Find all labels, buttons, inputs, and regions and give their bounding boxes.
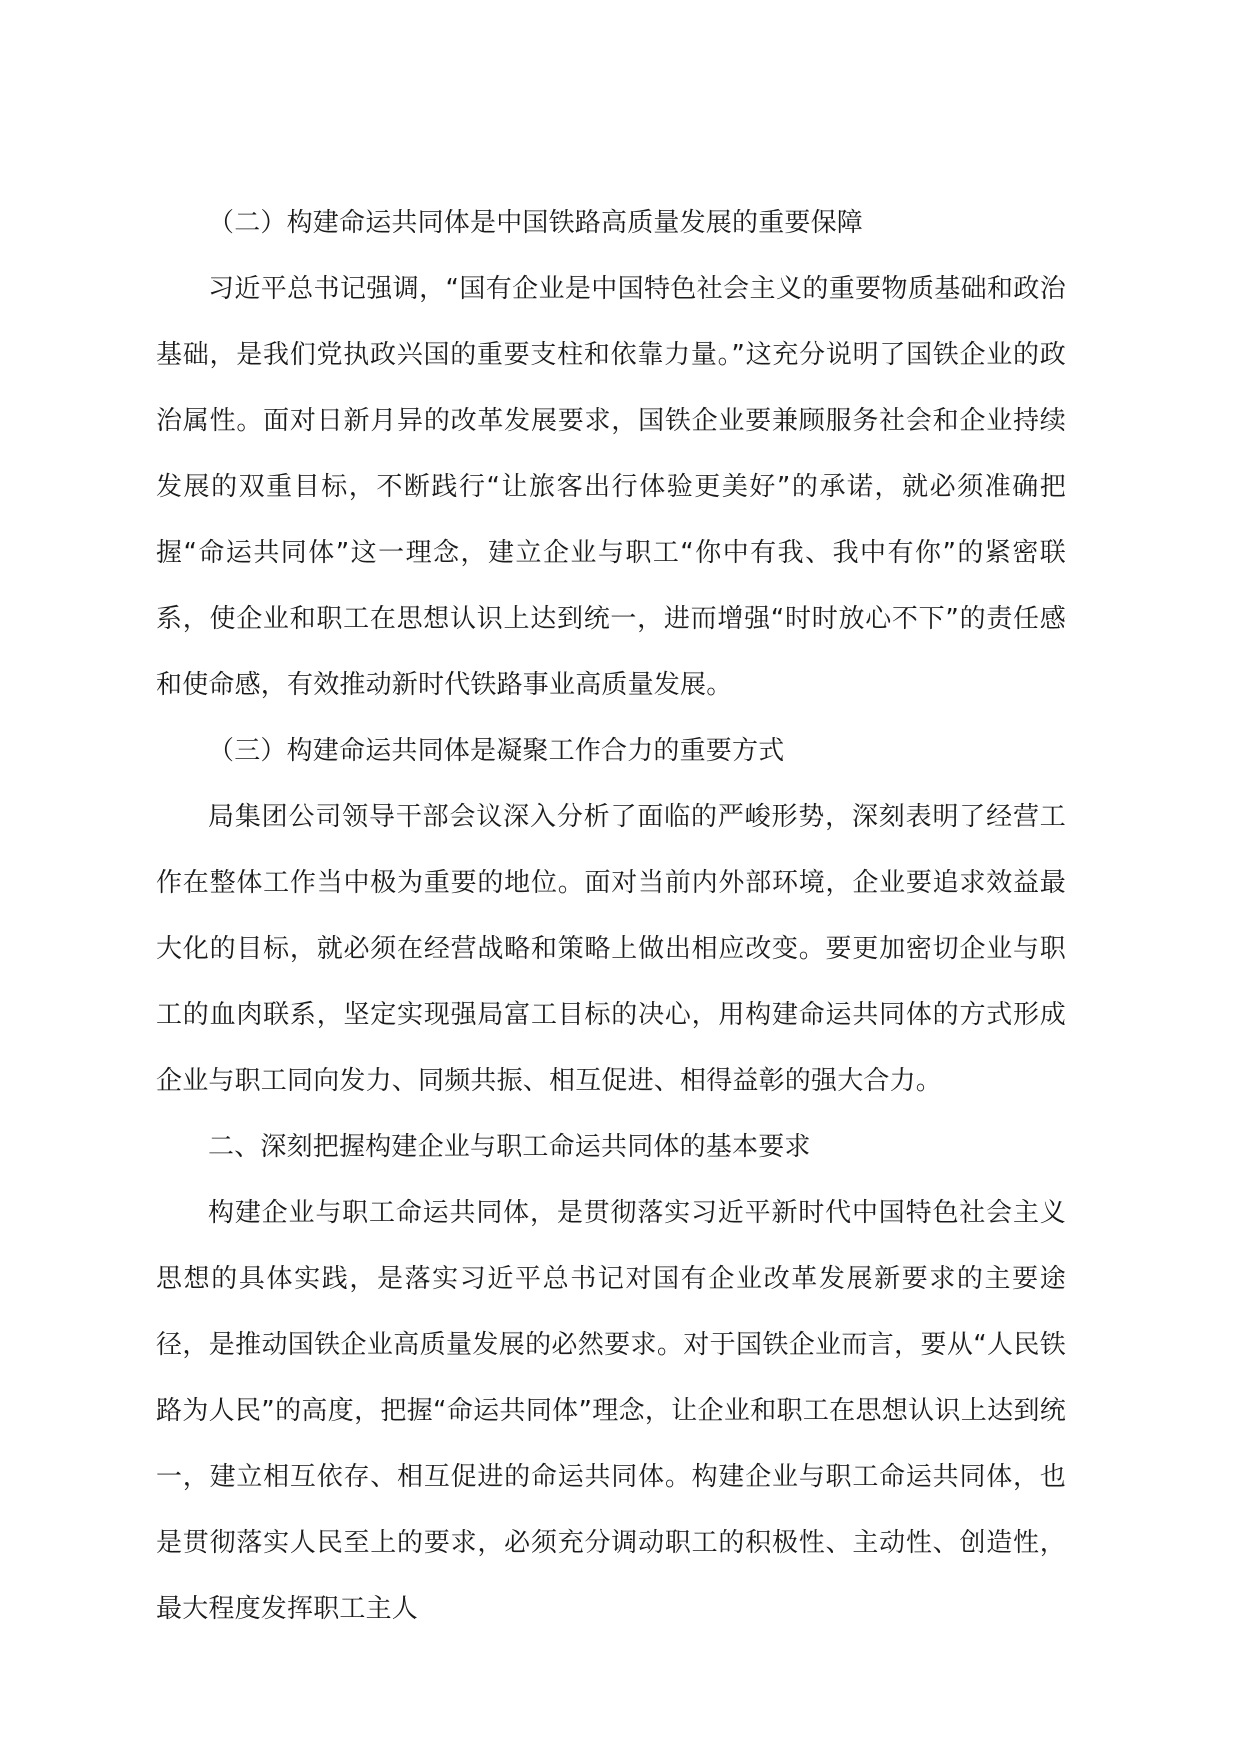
document-body: [156, 190, 1066, 1642]
body-paragraph: 习近平总书记强调，“国有企业是中国特色社会主义的重要物质基础和政治基础，是我们党执政兴国的重要支柱和依靠力量。”这充分说明了国铁企业的政治属性。面对日新月异的改革发展要求，国铁企业要兼顾服务社会和企业持续发展的双重目标，不断践行“让旅客出行体验更美好”的承诺，就必须准确把握“命运共同体”这一理念，建立企业与职工“你中有我、我中有你”的紧密联系，使企业和职工在思想认识上达到统一，进而增强“时时放心不下”的责任感和使命感，有效推动新时代铁路事业高质量发展。: [156, 274, 1066, 700]
chapter-heading: 二、深刻把握构建企业与职工命运共同体的基本要求: [208, 1132, 811, 1162]
section-heading-3: （三）构建命运共同体是凝聚工作合力的重要方式: [208, 736, 785, 766]
body-paragraph: 局集团公司领导干部会议深入分析了面临的严峻形势，深刻表明了经营工作在整体工作当中极为重要的地位。面对当前内外部环境，企业要追求效益最大化的目标，就必须在经营战略和策略上做出相应改变。要更加密切企业与职工的血肉联系，坚定实现强局富工目标的决心，用构建命运共同体的方式形成企业与职工同向发力、同频共振、相互促进、相得益彰的强大合力。: [156, 802, 1066, 1096]
section-heading-2: （二）构建命运共同体是中国铁路高质量发展的重要保障: [208, 208, 864, 238]
body-paragraph: 构建企业与职工命运共同体，是贯彻落实习近平新时代中国特色社会主义思想的具体实践，是落实习近平总书记对国有企业改革发展新要求的主要途径，是推动国铁企业高质量发展的必然要求。对于国铁企业而言，要从“人民铁路为人民”的高度，把握“命运共同体”理念，让企业和职工在思想认识上达到统一，建立相互依存、相互促进的命运共同体。构建企业与职工命运共同体，也是贯彻落实人民至上的要求，必须充分调动职工的积极性、主动性、创造性，最大程度发挥职工主人: [156, 1198, 1066, 1624]
